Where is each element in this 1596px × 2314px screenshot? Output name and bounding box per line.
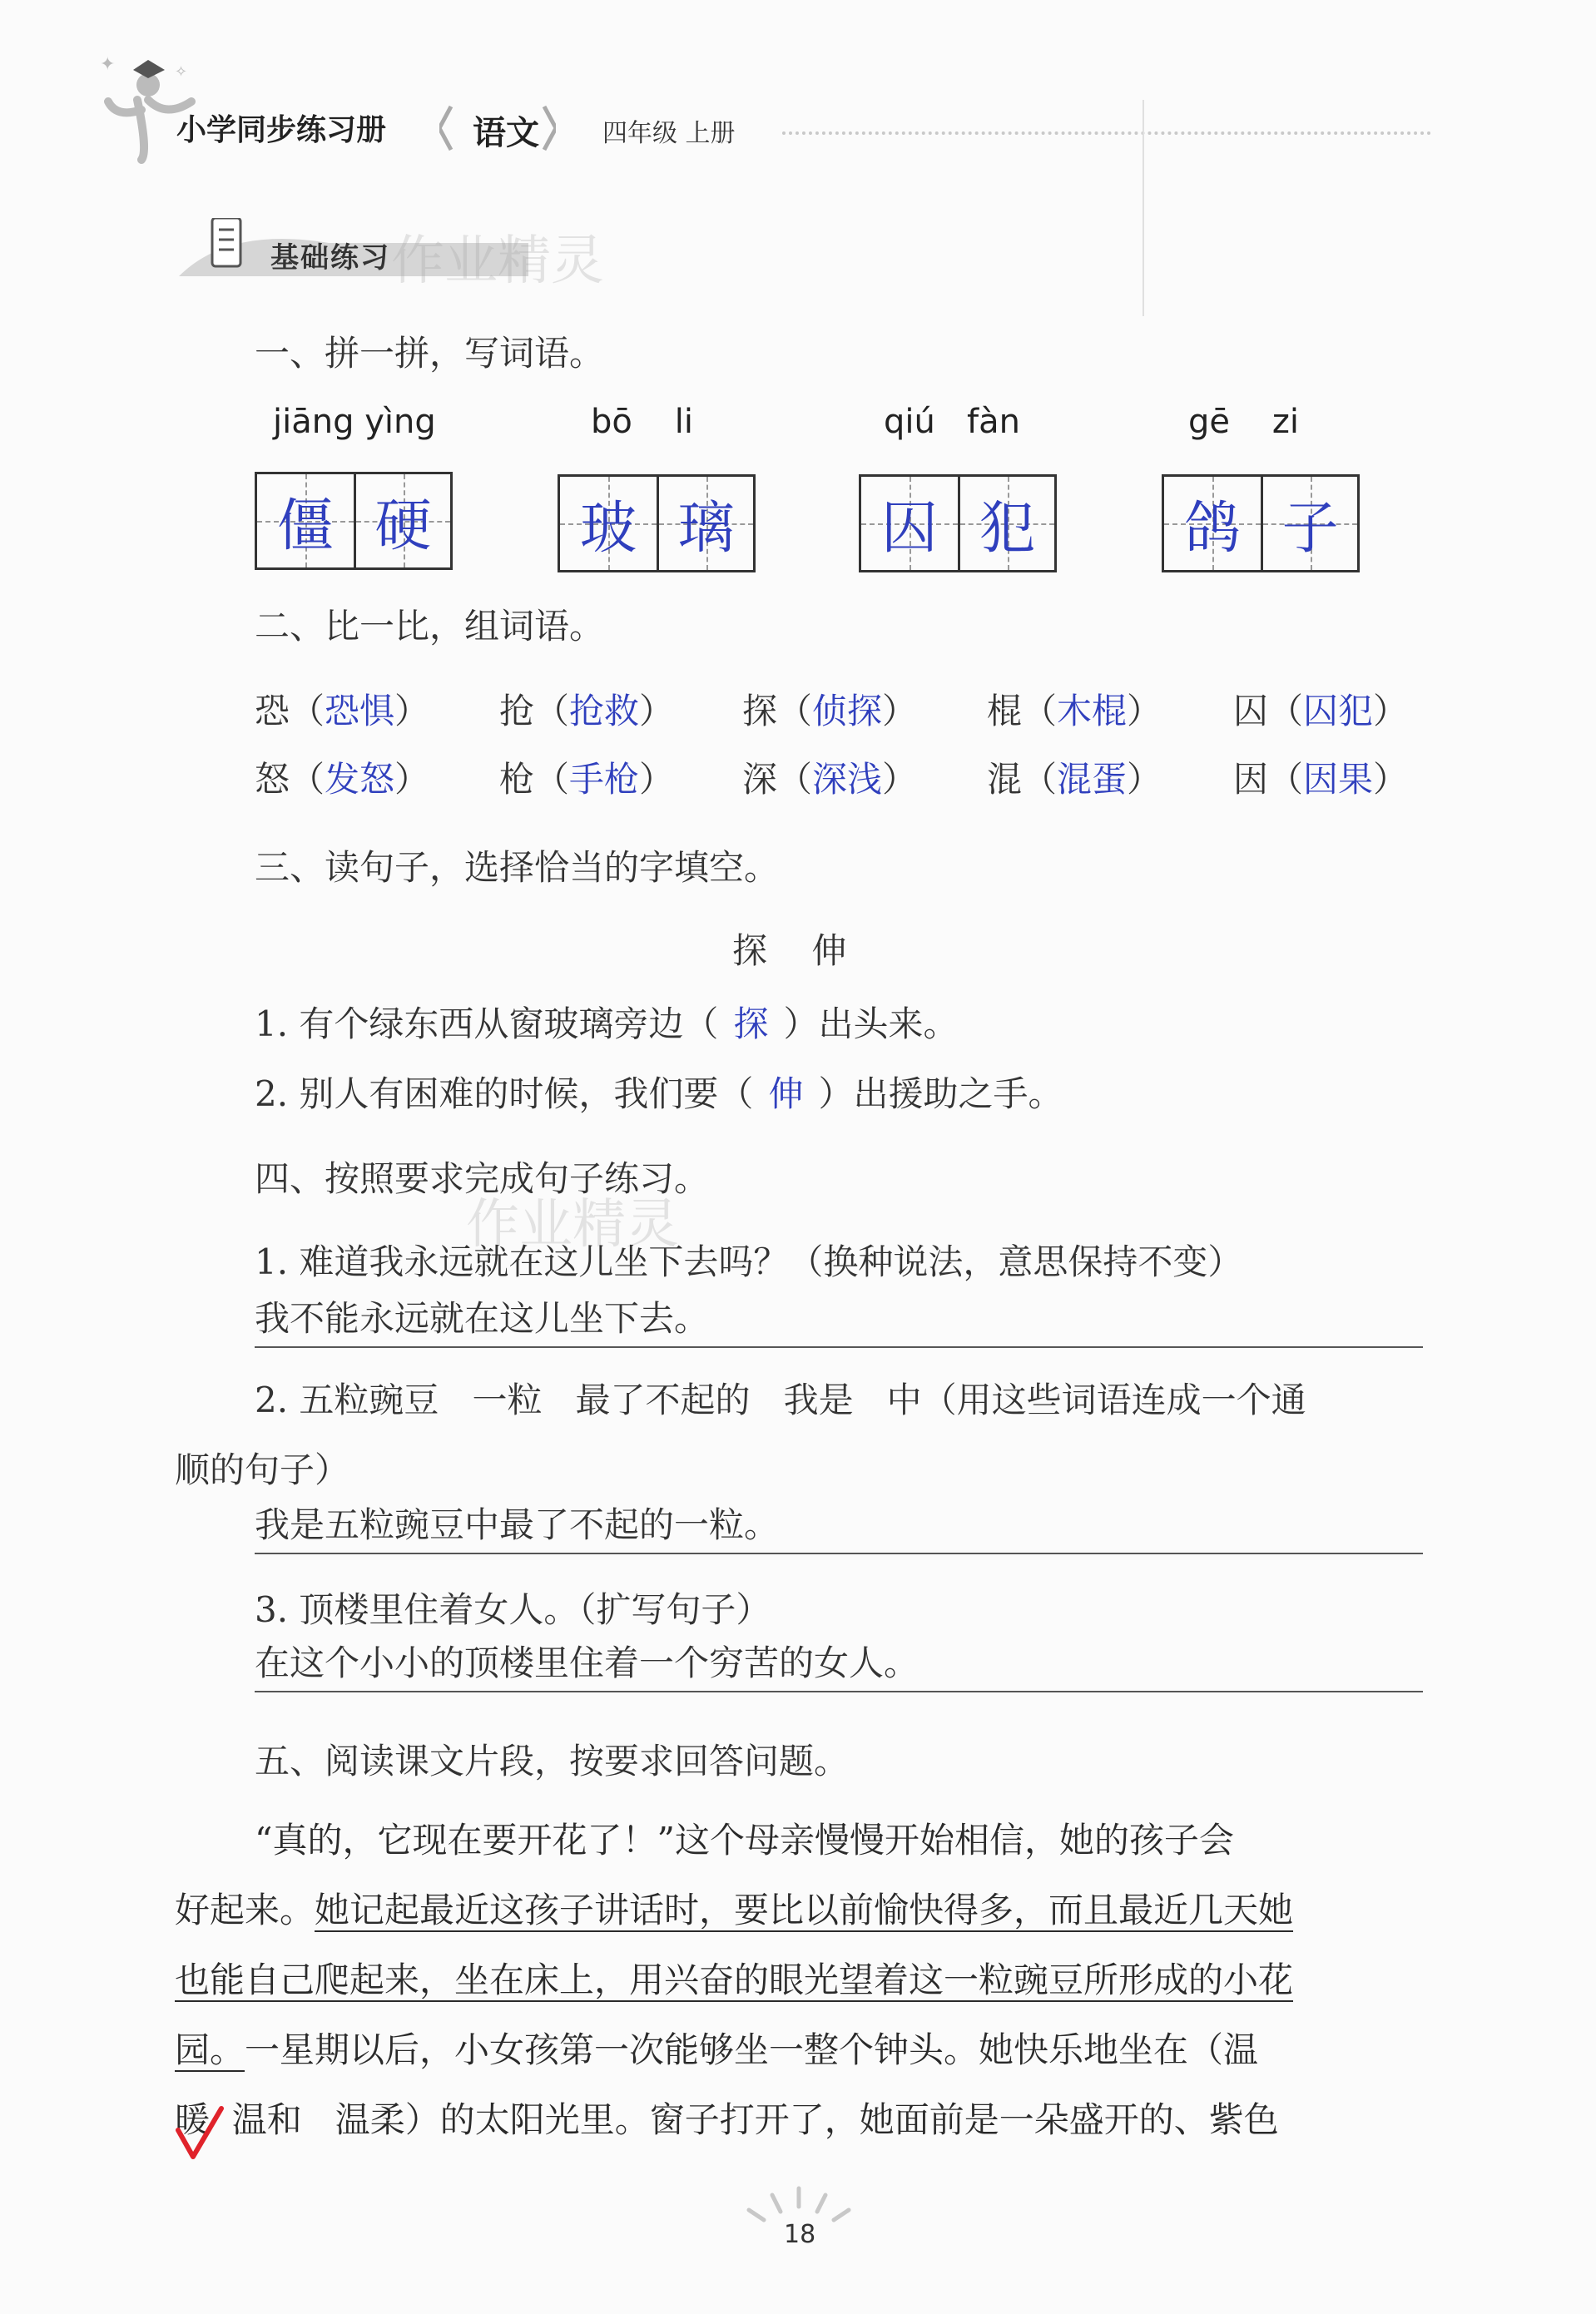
q4-answer-3: 在这个小小的顶楼里住着一个穷苦的女人。 <box>255 1636 1423 1692</box>
q1-cell: 璃 <box>657 477 753 570</box>
q1-pinyin-2: bō li <box>591 403 693 441</box>
page-number: 18 <box>784 2220 816 2249</box>
q4-prompt-1: 1. 难道我永远就在这儿坐下去吗？（换种说法，意思保持不变） <box>255 1241 1243 1282</box>
q1-grid-4 <box>1162 474 1360 572</box>
q4-prompt-3: 3. 顶楼里住着女人。（扩写句子） <box>255 1589 771 1630</box>
q2-item: 棍（木棍） <box>987 691 1162 731</box>
q5-title: 五、阅读课文片段，按要求回答问题。 <box>255 1741 850 1781</box>
q1-pinyin-3: qiú fàn <box>884 403 1020 441</box>
q1-cell: 僵 <box>257 474 354 567</box>
red-checkmark-icon <box>175 2105 225 2163</box>
q2-item: 抢（抢救） <box>499 691 675 731</box>
svg-text:✦: ✦ <box>100 54 116 75</box>
q2-item: 枪（手枪） <box>499 759 675 800</box>
q1-cell: 子 <box>1261 477 1357 570</box>
q5-passage-line-3: 也能自己爬起来，坐在床上，用兴奋的眼光望着这一粒豌豆所形成的小花 <box>175 1960 1294 2000</box>
grade-label: 四年级 上册 <box>602 119 736 148</box>
q2-item: 恐（恐惧） <box>255 691 430 731</box>
watermark-top: 作业精灵 <box>391 230 604 292</box>
q1-grid-3 <box>859 474 1057 572</box>
q1-cell: 犯 <box>958 477 1054 570</box>
q2-item: 囚（囚犯） <box>1233 691 1409 731</box>
q5-passage-line-1: “真的，它现在要开花了！”这个母亲慢慢开始相信，她的孩子会 <box>255 1820 1234 1861</box>
q3-sentence-2: 2. 别人有困难的时候，我们要（ 伸 ）出援助之手。 <box>255 1073 1063 1114</box>
q4-prompt-2a: 2. 五粒豌豆 一粒 最了不起的 我是 中（用这些词语连成一个通 <box>255 1380 1306 1420</box>
q2-item: 混（混蛋） <box>987 759 1162 800</box>
q5-passage-line-5: 暖 温和 温柔）的太阳光里。窗子打开了，她面前是一朵盛开的、紫色 <box>175 2099 1279 2140</box>
q1-cell: 玻 <box>560 477 657 570</box>
q1-pinyin-4: gē zi <box>1188 403 1299 441</box>
q3-sentence-1: 1. 有个绿东西从窗玻璃旁边（ 探 ）出头来。 <box>255 1003 959 1044</box>
workbook-title: 小学同步练习册 <box>176 112 387 147</box>
header-dotted-rule <box>782 131 1431 135</box>
section-badge-title: 基础练习 <box>270 241 390 275</box>
q1-title: 一、拼一拼，写词语。 <box>255 333 605 374</box>
q2-title: 二、比一比，组词语。 <box>255 606 605 647</box>
vertical-divider <box>1142 100 1144 316</box>
subject-label: 语文 <box>473 113 539 152</box>
q2-item: 深（深浅） <box>742 759 918 800</box>
q2-item: 探（侦探） <box>742 691 918 731</box>
q4-answer-1: 我不能永远就在这儿坐下去。 <box>255 1291 1423 1348</box>
q1-grid-1 <box>255 472 453 570</box>
q1-cell: 鸽 <box>1164 477 1261 570</box>
q5-passage-line-4: 园。一星期以后，小女孩第一次能够坐一整个钟头。她快乐地坐在（温 <box>175 2029 1259 2070</box>
q4-answer-2: 我是五粒豌豆中最了不起的一粒。 <box>255 1498 1423 1554</box>
q3-title: 三、读句子，选择恰当的字填空。 <box>255 847 780 888</box>
q1-pinyin-1: jiāng yìng <box>273 403 436 441</box>
watermark-mid: 作业精灵 <box>466 1194 679 1256</box>
q2-item: 怒（发怒） <box>255 759 430 800</box>
q4-prompt-2b: 顺的句子） <box>175 1449 350 1490</box>
q4-title: 四、按照要求完成句子练习。 <box>255 1158 710 1199</box>
q1-grid-2 <box>558 474 756 572</box>
svg-text:✧: ✧ <box>175 63 188 81</box>
q1-cell: 囚 <box>861 477 958 570</box>
q5-passage-line-2: 好起来。她记起最近这孩子讲话时，要比以前愉快得多，而且最近几天她 <box>175 1890 1294 1930</box>
q1-cell: 硬 <box>354 474 450 567</box>
q3-options: 探 伸 <box>732 930 847 971</box>
q2-item: 因（因果） <box>1233 759 1409 800</box>
